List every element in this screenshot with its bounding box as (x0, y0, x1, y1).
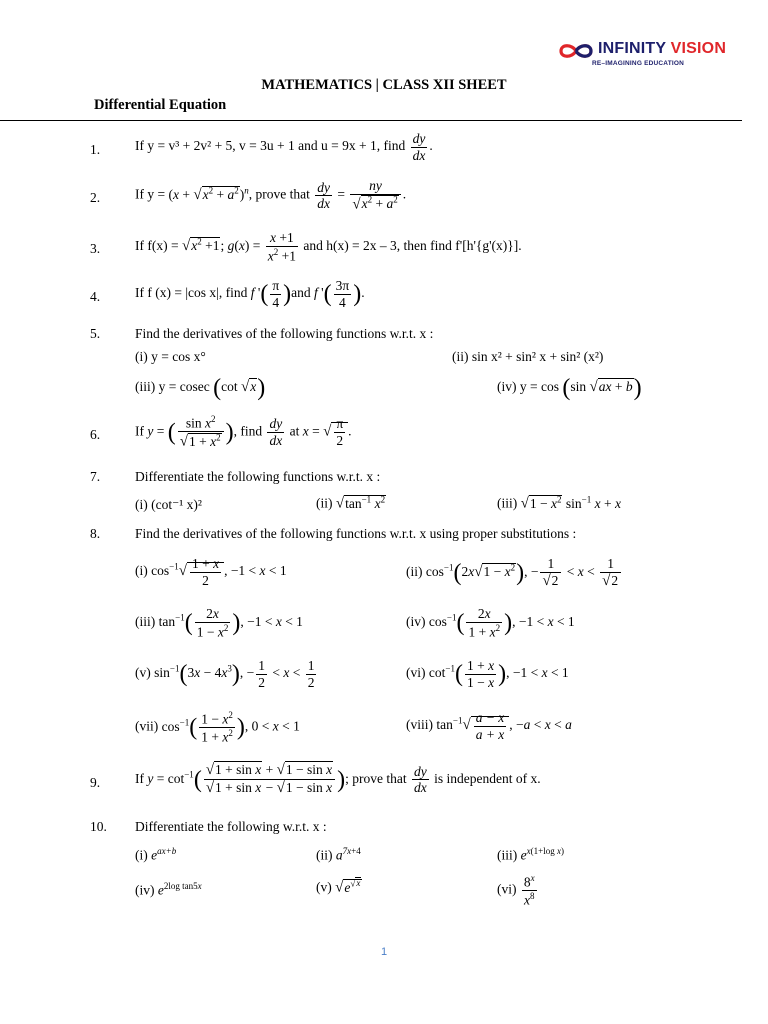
question-8-part-vi: (vi) $\cot^{-1}$( $\frac{1 + x}{1 - x}$ ), −1 < x < 1 (406, 658, 569, 690)
q4-pi-4-fraction: $\frac{\pi}{4}$ (272, 278, 280, 310)
q4-3pi-4-fraction: $\frac{3\pi}{4}$ (335, 278, 350, 310)
question-10-part-v-label: (v) (316, 879, 332, 895)
question-10-part-vi: (vi) $\frac{8^x}{x^8}$ (497, 873, 535, 908)
question-10-part-iv-label: (iv) (135, 882, 155, 898)
question-4: If f (x) = |cos x|, find f '( $\frac{\pi}{4}$ )and f '( $\frac{3\pi}{4}$ ). (135, 278, 365, 310)
q2-expression: $(x + √x^2 + a^2)^n$ (168, 185, 249, 203)
q6-y: y (147, 423, 154, 439)
question-8-part-iv: (iv) $\cos^{-1}$( $\frac{2x}{1 + x^2}$ ), −1 < x < 1 (406, 606, 575, 640)
dy-dx-fraction: $\frac{dy}{dx}$ (269, 416, 283, 448)
q6-pi-2-fraction: $\frac{\pi}{2}$ (336, 416, 344, 448)
question-8-part-i: (i) $\cos^{-1}√$ $\frac{1 + x}{2}$ , −1 < x < 1 (135, 556, 287, 588)
question-6: If y = ( $\frac{\sin x^2}{√1 + x^2}$ ), find $\frac{dy}{dx}$ at x = √ $\frac{\pi}{2}$ . (135, 414, 352, 450)
question-10-part-ii: (ii) $a^{7x+4}$ (316, 846, 361, 863)
question-7-part-ii-label: (ii) (316, 495, 333, 511)
question-2-mid: , prove that (248, 186, 310, 202)
question-9-mid: ; prove that (345, 770, 407, 786)
question-10-part-iii-label: (iii) (497, 847, 518, 863)
question-1-text: If y = v³ + 2v² + 5, v = 3u + 1 and u = 9x + 1, find (135, 138, 406, 154)
question-8-part-iv-label: (iv) (406, 613, 426, 629)
question-10-part-i-label: (i) (135, 847, 148, 863)
question-5-text: Find the derivatives of the following functions w.r.t. x : (135, 326, 434, 341)
question-8-part-iii: (iii) $\tan^{-1}$( $\frac{2x}{1 - x^2}$ ), −1 < x < 1 (135, 606, 303, 640)
question-8-text: Find the derivatives of the following functions w.r.t. x using proper substitutions : (135, 526, 577, 541)
page-subtitle: Differential Equation (94, 97, 227, 113)
q4-fprime-1: f (250, 285, 255, 301)
question-8-part-viii: (viii) $\tan^{-1}√$ $\frac{a - x}{a + x}$ , −a < x < a (406, 710, 572, 742)
question-7-part-ii: (ii) $√\tan^{-1}$ $x^2$ (316, 494, 386, 512)
question-8-part-ii: (ii) $\cos^{-1}(2x√1 - x^2)$, − $\frac{1}{√2}$ < x < $\frac{1}{√2}$ (406, 556, 623, 590)
question-8-part-vii-label: (vii) (135, 718, 159, 734)
question-6-find: , find (233, 423, 263, 439)
question-8-part-v: (v) $\sin^{-1}(3x - 4x^3)$, − $\frac{1}{2}$ < x < $\frac{1}{2}$ (135, 658, 315, 690)
question-8-part-v-label: (v) (135, 665, 151, 681)
question-3-mid: and h(x) = 2x – 3, then find f'[h'{g'(x)}]. (303, 237, 522, 253)
page-title: MATHEMATICS | CLASS XII SHEET (261, 77, 507, 93)
question-5-part-iv: (iv) y = cos (sin √ax + b) (497, 375, 642, 401)
question-number: 8. (90, 526, 101, 541)
dy-dx-fraction: $\frac{dy}{dx}$ (412, 131, 426, 163)
q2-result-fraction: $\frac{ny}{√x^2 + a^2}$ (350, 178, 400, 213)
question-4-prefix: If f (x) = |cos x|, find (135, 285, 248, 301)
dy-dx-fraction: $\frac{dy}{dx}$ (317, 179, 330, 212)
q9-fraction: $\frac{\text{√1 + sin x + √1 − sin x}}{\text{√1 + sin x − √1 − sin x}}$ (204, 762, 335, 798)
dy-dx-fraction: $\frac{dy}{dx}$ (414, 763, 427, 796)
question-number: 9. (90, 775, 101, 790)
question-3-prefix: If f(x) = (135, 237, 179, 253)
question-number: 3. (90, 241, 101, 256)
question-10-part-iv: (iv) $e^{2log tan5x}$ (135, 881, 202, 898)
question-7-part-i: (i) (cot⁻¹ x)² (135, 497, 202, 512)
question-9-prefix: If (135, 770, 144, 786)
question-1: If y = v³ + 2v² + 5, v = 3u + 1 and u = 9x + 1, find $\frac{dy}{dx}$ . (135, 131, 433, 163)
question-2: If $y = (x + √x^2 + a^2)^n$, prove that $\frac{dy}{dx}$ = $\frac{ny}{√x^2 + a^2}$ . (135, 178, 407, 213)
brand-logo (556, 40, 736, 72)
question-4-and: and (291, 285, 311, 301)
question-7-part-iii-label: (iii) (497, 495, 518, 511)
question-6-prefix: If (135, 423, 144, 439)
question-number: 10. (90, 819, 107, 834)
question-number: 1. (90, 142, 101, 157)
question-5-part-i: (i) y = cos x° (135, 349, 206, 364)
question-10-part-iii: (iii) $e^{x(1+log x)}$ (497, 846, 564, 863)
header-divider (0, 120, 742, 121)
question-number: 6. (90, 427, 101, 442)
question-7-text: Differentiate the following functions w.r.t. x : (135, 469, 381, 484)
infinity-logo-icon (556, 41, 596, 61)
question-10-part-vi-label: (vi) (497, 881, 517, 897)
q6-fraction: $\frac{\sin x^2}{√1 + x^2}$ (178, 414, 224, 451)
q4-fprime-2: f (314, 285, 318, 301)
question-8-part-iii-label: (iii) (135, 613, 156, 629)
question-8-part-ii-label: (ii) (406, 563, 423, 579)
question-5-part-iii-label: (iii) y = cosec (135, 379, 210, 395)
question-10-part-i: (i) $e^{ax+b}$ (135, 846, 177, 863)
question-2-prefix: If y = (135, 186, 166, 202)
question-number: 7. (90, 469, 101, 484)
question-8-part-viii-label: (viii) (406, 717, 433, 733)
q3-g-fraction: $\frac{x +1}{x^2 +1}$ (267, 230, 296, 264)
question-7-part-iii: (iii) $√1 - x^2$ $\sin^{-1} x + x$ (497, 494, 621, 512)
question-9: If $y = \cot^{-1}$( $\frac{\text{√1 + sin x + √1 − sin x}}{\text{√1 + sin x − √1 − sin x}}$ ); prove that $\frac{dy}{dx}$ is independent of x. (135, 762, 541, 797)
question-number: 5. (90, 326, 101, 341)
q3-f-expression: $√x^2 +1$; g(x) = (181, 236, 261, 254)
question-8-part-i-label: (i) (135, 563, 148, 579)
question-number: 4. (90, 289, 101, 304)
question-3 (135, 230, 522, 264)
question-10-part-ii-label: (ii) (316, 847, 333, 863)
question-8-part-vi-label: (vi) (406, 665, 426, 681)
question-9-end: is independent of x. (434, 770, 541, 786)
question-5-part-ii: (ii) sin x² + sin² x + sin² (x²) (452, 349, 604, 364)
question-6-at: at (289, 423, 300, 439)
question-8-part-vii: (vii) $\cos^{-1}$( $\frac{1 - x^2}{1 + x^2}$ ), 0 < x < 1 (135, 710, 300, 745)
question-10-text: Differentiate the following w.r.t. x : (135, 819, 327, 834)
question-number: 2. (90, 190, 101, 205)
question-5-part-iv-label: (iv) y = cos (497, 379, 559, 395)
question-5-part-iii: (iii) y = cosec (cot √x) (135, 375, 266, 401)
brand-tagline: RE–IMAGINING EDUCATION (592, 60, 685, 67)
question-10-part-v: (v) $√e^{√x}$ (316, 878, 361, 896)
page-number: 1 (380, 946, 388, 958)
brand-name: INFINITY VISION (598, 40, 727, 57)
